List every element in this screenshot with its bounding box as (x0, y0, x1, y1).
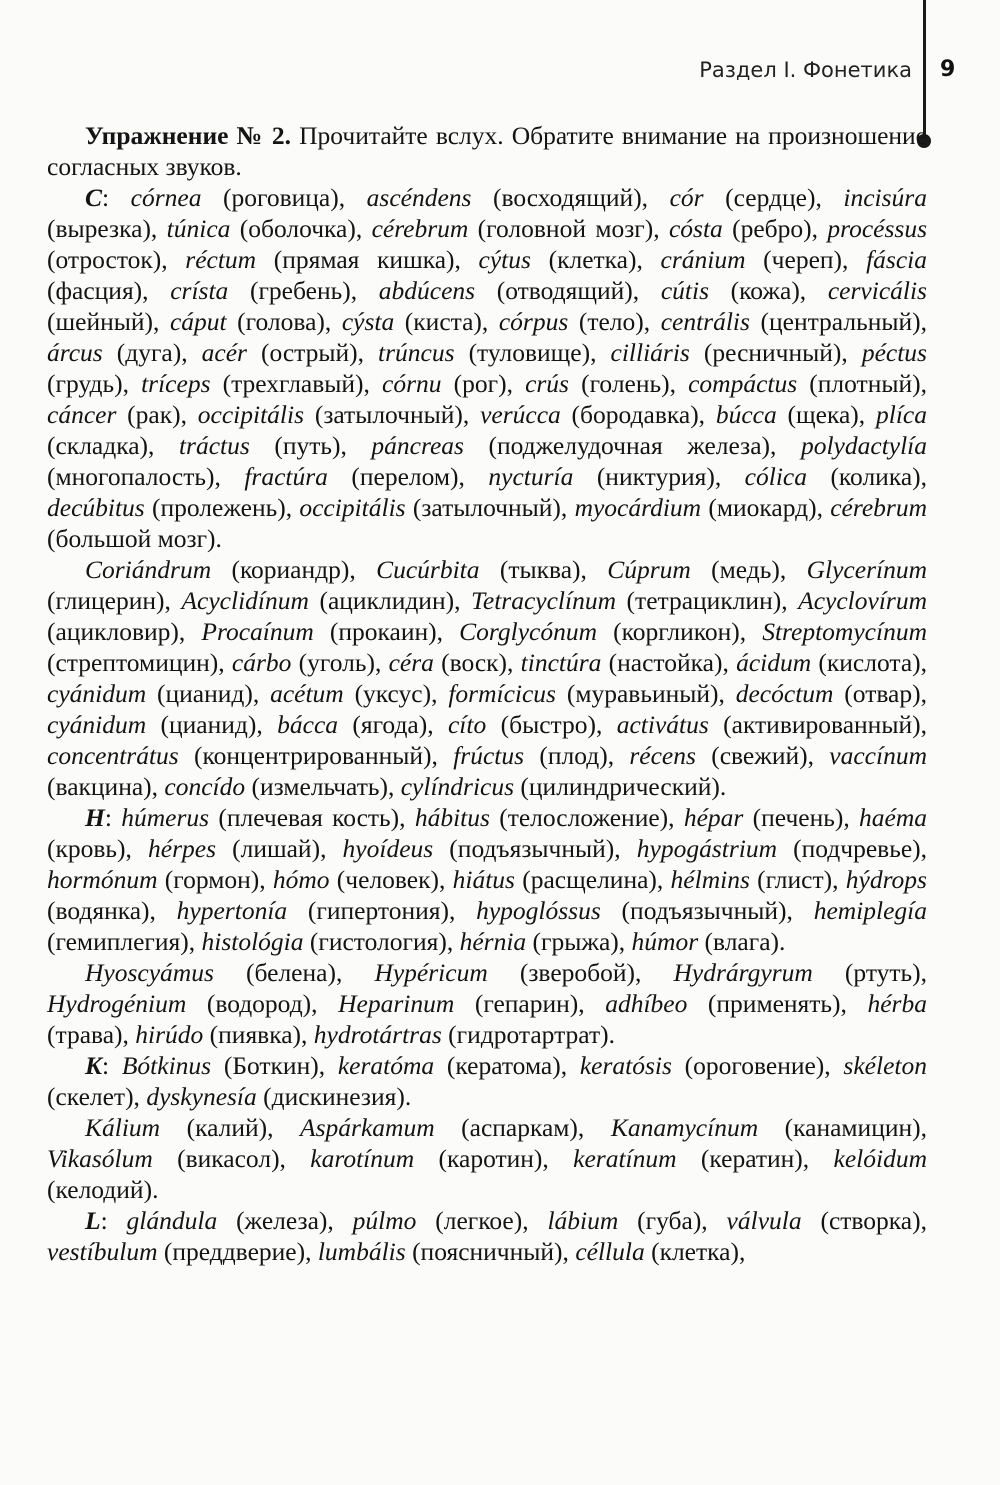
letter-k-words-paragraph (47, 1050, 927, 1112)
text-run: (путь), (249, 431, 372, 460)
latin-term: fractúra (244, 462, 328, 491)
latin-term: concído (164, 772, 246, 801)
text-run: : (102, 183, 131, 212)
latin-term: decúbitus (47, 493, 145, 522)
text-run: (ребро), (722, 214, 828, 243)
latin-term: cyánidum (47, 710, 147, 739)
text-run: (цианид), (146, 710, 278, 739)
text-run: (плечевая кость), (209, 803, 415, 832)
text-run: (дуга), (102, 338, 202, 367)
text-run: (стрептомицин), (47, 648, 232, 677)
latin-term: páncreas (371, 431, 464, 460)
latin-term: hépar (683, 803, 744, 832)
text-run: (кровь), (47, 834, 149, 863)
latin-term: hemiplegía (813, 896, 927, 925)
text-run: (гидротартрат). (441, 1020, 615, 1049)
text-run: : (104, 803, 122, 832)
text-run: (цилиндрический). (514, 772, 727, 801)
text-run: (кератин), (676, 1144, 834, 1173)
text-run: (створка), (801, 1206, 927, 1235)
text-run: (грыжа), (526, 927, 632, 956)
text-run: (вакцина), (47, 772, 165, 801)
text-run: (кориандр), (211, 555, 377, 584)
text-run: (подчревье), (777, 834, 928, 863)
latin-term: búcca (715, 400, 777, 429)
latin-term: dyskynesía (146, 1082, 257, 1111)
latin-term: hormónum (47, 865, 158, 894)
text-run: (кислота), (811, 648, 927, 677)
latin-term: cólica (744, 462, 807, 491)
latin-term: cérebrum (830, 493, 928, 522)
text-run: (сердце), (703, 183, 844, 212)
latin-term: hirúdo (135, 1020, 204, 1049)
text-run: (вырезка), (47, 214, 167, 243)
latin-term: activátus (616, 710, 709, 739)
text-run: (человек), (329, 865, 453, 894)
text-run: (большой мозг). (47, 524, 222, 553)
latin-term: cárbo (231, 648, 292, 677)
text-run: (отросток), (47, 245, 186, 274)
text-run: (быстро), (486, 710, 617, 739)
latin-term: occipitális (197, 400, 305, 429)
text-run: (роговица), (201, 183, 367, 212)
latin-term: Acyclidínum (181, 586, 309, 615)
page-body (47, 120, 927, 1267)
running-head: Раздел I. Фонетика (699, 58, 912, 82)
latin-term: Bótkinus (121, 1051, 212, 1080)
text-run: (затылочный), (304, 400, 481, 429)
latin-term: procéssus (827, 214, 928, 243)
letter-heading: L (85, 1206, 101, 1235)
text-run: (гистология), (303, 927, 460, 956)
text-run: (легкое), (416, 1206, 548, 1235)
text-run: (Боткин), (211, 1051, 338, 1080)
latin-term: ácidum (736, 648, 812, 677)
latin-term: hypoglóssus (476, 896, 601, 925)
text-run: (ацикловир), (47, 617, 202, 646)
latin-term: cýsta (341, 307, 395, 336)
text-run: (голова), (226, 307, 342, 336)
latin-term: hyoídeus (342, 834, 434, 863)
latin-term: frúctus (453, 741, 525, 770)
text-run: (кератома), (434, 1051, 580, 1080)
latin-term: cérebrum (371, 214, 469, 243)
text-run: (острый), (246, 338, 379, 367)
latin-term: myocárdium (574, 493, 702, 522)
latin-term: nycturía (488, 462, 574, 491)
latin-term: cáncer (47, 400, 117, 429)
text-run: (измельчать), (245, 772, 401, 801)
letter-heading: K (85, 1051, 103, 1080)
text-run: (скелет), (47, 1082, 147, 1111)
latin-term: Tetracyclínum (471, 586, 616, 615)
latin-term: cútis (660, 276, 710, 305)
latin-term: trúncus (378, 338, 455, 367)
text-run: (щека), (776, 400, 876, 429)
text-run: (коргликон), (597, 617, 763, 646)
latin-term: hélmins (670, 865, 750, 894)
latin-term: Hypéricum (374, 958, 488, 987)
latin-term: hydrotártras (313, 1020, 442, 1049)
letter-l-words-paragraph (47, 1205, 927, 1267)
text-run: (каротин), (414, 1144, 574, 1173)
latin-term: córpus (498, 307, 569, 336)
letter-h-words-paragraph (47, 802, 927, 957)
text-run: : (100, 1206, 127, 1235)
latin-term: acétum (270, 679, 344, 708)
text-run: (подъязычный), (433, 834, 637, 863)
text-run: (глист), (749, 865, 846, 894)
text-run: (дискинезия). (256, 1082, 412, 1111)
latin-term: decóctum (735, 679, 834, 708)
text-run: (тетрациклин), (616, 586, 799, 615)
text-run: (печень), (743, 803, 860, 832)
latin-term: hómo (272, 865, 330, 894)
text-run: Прочитайте вслух. Обратите внимание на произношение согласных звуков. (47, 121, 928, 181)
latin-term: húmor (631, 927, 699, 956)
text-run: (отвар), (833, 679, 927, 708)
text-run: (ациклидин), (308, 586, 472, 615)
latin-term: hypogástrium (636, 834, 778, 863)
latin-term: húmerus (121, 803, 210, 832)
text-run: (цианид), (146, 679, 271, 708)
latin-term: Kálium (85, 1113, 161, 1142)
latin-term: keratínum (573, 1144, 677, 1173)
latin-term: Cúprum (607, 555, 691, 584)
latin-term: kelóidum (833, 1144, 927, 1173)
text-run: (клетка), (530, 245, 661, 274)
latin-term: Kanamycínum (610, 1113, 759, 1142)
latin-term: concentrátus (47, 741, 179, 770)
text-run: (расщелина), (514, 865, 671, 894)
latin-term: acér (201, 338, 247, 367)
text-run: (бородавка), (560, 400, 716, 429)
text-run: (калий), (160, 1113, 301, 1142)
latin-term: péctus (861, 338, 927, 367)
latin-term: cilliáris (610, 338, 690, 367)
text-run: (зверобой), (487, 958, 674, 987)
latin-term: keratóma (337, 1051, 435, 1080)
text-run: (настойка), (601, 648, 737, 677)
latin-term: formícicus (448, 679, 556, 708)
text-run: (активированный), (708, 710, 927, 739)
latin-term: vaccínum (829, 741, 928, 770)
text-run: (тело), (568, 307, 661, 336)
header-rule (923, 0, 926, 140)
text-run: (водянка), (47, 896, 177, 925)
latin-term: skéleton (843, 1051, 927, 1080)
latin-term: Heparinum (338, 989, 455, 1018)
latin-term: árcus (47, 338, 103, 367)
text-run: (центральный), (749, 307, 927, 336)
text-run: (свежий), (695, 741, 830, 770)
text-run: (затылочный), (405, 493, 575, 522)
text-run: (белена), (213, 958, 375, 987)
latin-term: Corglycónum (459, 617, 597, 646)
letter-h-pharm-paragraph (47, 957, 927, 1050)
latin-term: bácca (277, 710, 339, 739)
text-run: (гемиплегия), (47, 927, 202, 956)
latin-term: túnica (166, 214, 231, 243)
latin-term: crísta (170, 276, 229, 305)
text-run: (череп), (745, 245, 867, 274)
text-run: (кожа), (709, 276, 828, 305)
text-run: (преддверие), (157, 1237, 318, 1266)
text-run: (фасция), (47, 276, 171, 305)
text-run: (викасол), (152, 1144, 311, 1173)
latin-term: cósta (668, 214, 723, 243)
text-run: (никтурия), (573, 462, 745, 491)
text-run: (голень), (568, 369, 689, 398)
latin-term: hýdrops (845, 865, 927, 894)
text-run: (поясничный), (405, 1237, 576, 1266)
latin-term: válvula (726, 1206, 802, 1235)
latin-term: Procaínum (201, 617, 314, 646)
page-number: 9 (940, 57, 956, 82)
latin-term: Coriándrum (85, 555, 212, 584)
latin-term: glándula (126, 1206, 218, 1235)
text-run: (лишай), (216, 834, 343, 863)
letter-c-words-paragraph (47, 182, 927, 554)
latin-term: histológia (201, 927, 304, 956)
latin-term: cyánidum (47, 679, 147, 708)
text-run: (рог), (441, 369, 526, 398)
latin-term: cervicális (827, 276, 927, 305)
text-run: (оболочка), (230, 214, 372, 243)
text-run: (ртуть), (812, 958, 928, 987)
text-run: (складка), (47, 431, 179, 460)
latin-term: fáscia (866, 245, 927, 274)
text-run: (воск), (433, 648, 521, 677)
latin-term: cáput (169, 307, 227, 336)
latin-term: Aspárkamum (300, 1113, 435, 1142)
text-run: (прокаин), (313, 617, 460, 646)
latin-term: púlmo (352, 1206, 417, 1235)
text-run: (прямая кишка), (256, 245, 479, 274)
text-run: (гепарин), (454, 989, 606, 1018)
latin-term: hérpes (148, 834, 217, 863)
letter-heading: H (85, 803, 105, 832)
text-run: (киста), (394, 307, 499, 336)
latin-term: polydactylía (800, 431, 928, 460)
text-run: (медь), (690, 555, 807, 584)
latin-term: Vikasólum (47, 1144, 153, 1173)
latin-term: Cucúrbita (376, 555, 480, 584)
latin-term: hérba (867, 989, 927, 1018)
latin-term: karotínum (310, 1144, 415, 1173)
latin-term: lumbális (317, 1237, 406, 1266)
text-run: (железа), (217, 1206, 353, 1235)
latin-term: Acyclovírum (798, 586, 928, 615)
text-run: (плотный), (797, 369, 927, 398)
text-run: (телосложение), (489, 803, 684, 832)
latin-term: récens (629, 741, 696, 770)
latin-term: cíto (447, 710, 487, 739)
text-run: (уголь), (291, 648, 389, 677)
page-header (0, 52, 1000, 92)
latin-term: occipitális (299, 493, 406, 522)
text-run: (пролежень), (144, 493, 300, 522)
letter-c-pharm-paragraph (47, 554, 927, 802)
text-run: (ороговение), (671, 1051, 844, 1080)
text-run: (концентрированный), (178, 741, 454, 770)
text-run: (шейный), (47, 307, 170, 336)
text-run: (туловище), (454, 338, 611, 367)
latin-term: centrális (660, 307, 750, 336)
text-run: (рак), (116, 400, 198, 429)
text-run: (восходящий), (471, 183, 670, 212)
latin-term: córnu (382, 369, 442, 398)
latin-term: lábium (547, 1206, 619, 1235)
latin-term: haéma (859, 803, 928, 832)
text-run: (ресничный), (689, 338, 862, 367)
latin-term: hábitus (414, 803, 490, 832)
latin-term: keratósis (579, 1051, 672, 1080)
text-run: (келодий). (47, 1175, 159, 1204)
text-run: (плод), (524, 741, 630, 770)
latin-term: Hydrogénium (47, 989, 187, 1018)
text-run: (влага). (698, 927, 786, 956)
text-run: (глицерин), (47, 586, 182, 615)
text-run: (миокард), (701, 493, 831, 522)
latin-term: adhíbeo (605, 989, 688, 1018)
latin-term: Hydrárgyrum (673, 958, 813, 987)
text-run: (трехглавый), (210, 369, 383, 398)
text-run: (ягода), (338, 710, 448, 739)
text-run: (тыква), (479, 555, 608, 584)
text-run: (клетка), (644, 1237, 746, 1266)
latin-term: plíca (875, 400, 927, 429)
exercise-intro-paragraph (47, 120, 927, 182)
latin-term: hypertonía (176, 896, 288, 925)
text-run: (поджелудочная железа), (463, 431, 801, 460)
latin-term: crús (525, 369, 569, 398)
text-run: : (102, 1051, 122, 1080)
text-run: (гипертония), (287, 896, 477, 925)
latin-term: tríceps (141, 369, 211, 398)
latin-term: hérnia (459, 927, 527, 956)
latin-term: ascéndens (366, 183, 472, 212)
text-run: (пиявка), (203, 1020, 314, 1049)
latin-term: réctum (185, 245, 257, 274)
text-run: (гормон), (157, 865, 273, 894)
text-run: (грудь), (47, 369, 142, 398)
latin-term: córnea (130, 183, 202, 212)
text-run: (водород), (186, 989, 339, 1018)
text-run: (муравьиный), (555, 679, 736, 708)
latin-term: Glycerínum (806, 555, 927, 584)
text-run: (уксус), (343, 679, 449, 708)
latin-term: cylíndricus (400, 772, 515, 801)
latin-term: cór (669, 183, 704, 212)
text-run: (подъязычный), (600, 896, 814, 925)
text-run: (перелом), (327, 462, 489, 491)
latin-term: céra (388, 648, 434, 677)
latin-term: cránium (660, 245, 746, 274)
text-run: (головной мозг), (468, 214, 669, 243)
text-run: (аспаркам), (434, 1113, 611, 1142)
latin-term: céllula (575, 1237, 645, 1266)
text-run: (гребень), (228, 276, 379, 305)
letter-k-pharm-paragraph (47, 1112, 927, 1205)
latin-term: Streptomycínum (762, 617, 927, 646)
text-run: (колика), (806, 462, 928, 491)
latin-term: hiátus (452, 865, 515, 894)
latin-term: cýtus (478, 245, 531, 274)
text-run: (отводящий), (475, 276, 661, 305)
latin-term: compáctus (688, 369, 798, 398)
latin-term: incisúra (843, 183, 927, 212)
latin-term: Hyoscyámus (85, 958, 214, 987)
latin-term: tráctus (178, 431, 250, 460)
latin-term: tinctúra (520, 648, 602, 677)
text-run: (канамицин), (758, 1113, 928, 1142)
text-run: (губа), (618, 1206, 727, 1235)
latin-term: vestíbulum (47, 1237, 158, 1266)
letter-heading: C (85, 183, 103, 212)
latin-term: abdúcens (378, 276, 476, 305)
text-run: (многопалость), (47, 462, 245, 491)
latin-term: verúcca (480, 400, 561, 429)
text-run: (применять), (687, 989, 868, 1018)
text-run: (трава), (47, 1020, 136, 1049)
exercise-label: Упражнение № 2. (85, 121, 292, 150)
